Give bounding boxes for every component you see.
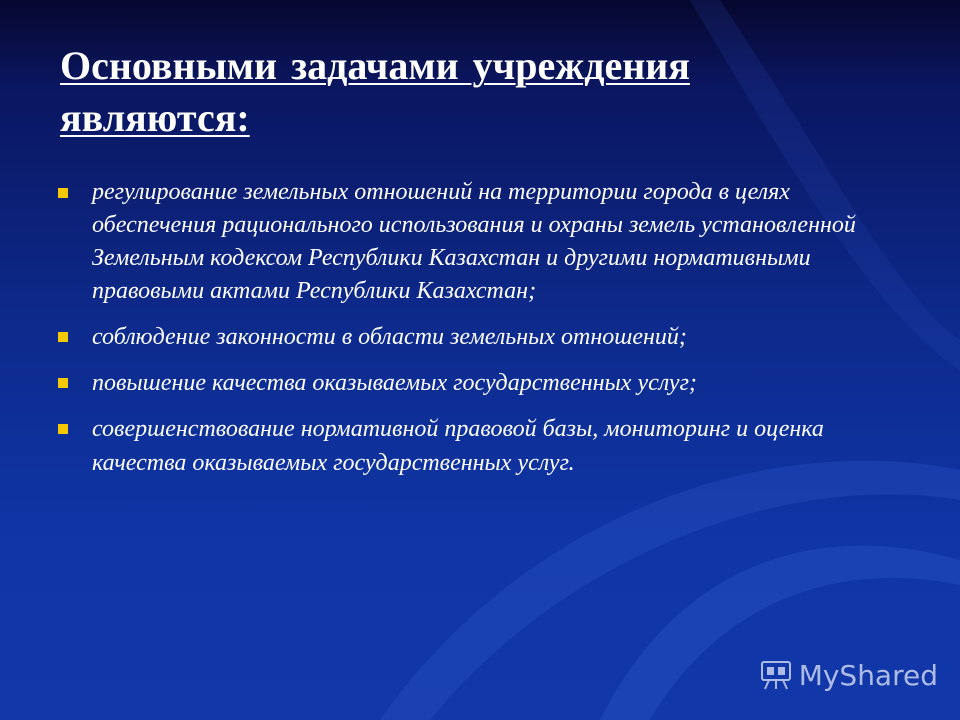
square-bullet-icon — [58, 188, 68, 198]
bullet-text: совершенствование нормативной правовой базы, мониторинг и оценка качества оказываемых государственных услуг. — [92, 416, 824, 476]
bullet-text: соблюдение законности в области земельных отношений; — [92, 324, 687, 350]
watermark-text: MyShared — [798, 658, 938, 692]
watermark — [759, 658, 938, 692]
list-item — [58, 320, 918, 354]
square-bullet-icon — [58, 424, 68, 434]
list-item — [58, 176, 918, 308]
square-bullet-icon — [58, 332, 68, 342]
list-item — [58, 412, 918, 480]
list-item — [58, 366, 918, 400]
bullet-text: регулирование земельных отношений на территории города в целях обеспечения рационального использования и охраны земель установленной Земельным кодексом Республики Казахстан и другими нормативными правовыми актами Республики Казахстан; — [92, 179, 856, 304]
slide-title: Основными задачами учреждения являются: — [60, 43, 690, 140]
bullet-text: повышение качества оказываемых государственных услуг; — [92, 370, 697, 396]
myshared-logo-icon — [759, 658, 793, 692]
square-bullet-icon — [58, 378, 68, 388]
bullet-list — [58, 176, 918, 492]
